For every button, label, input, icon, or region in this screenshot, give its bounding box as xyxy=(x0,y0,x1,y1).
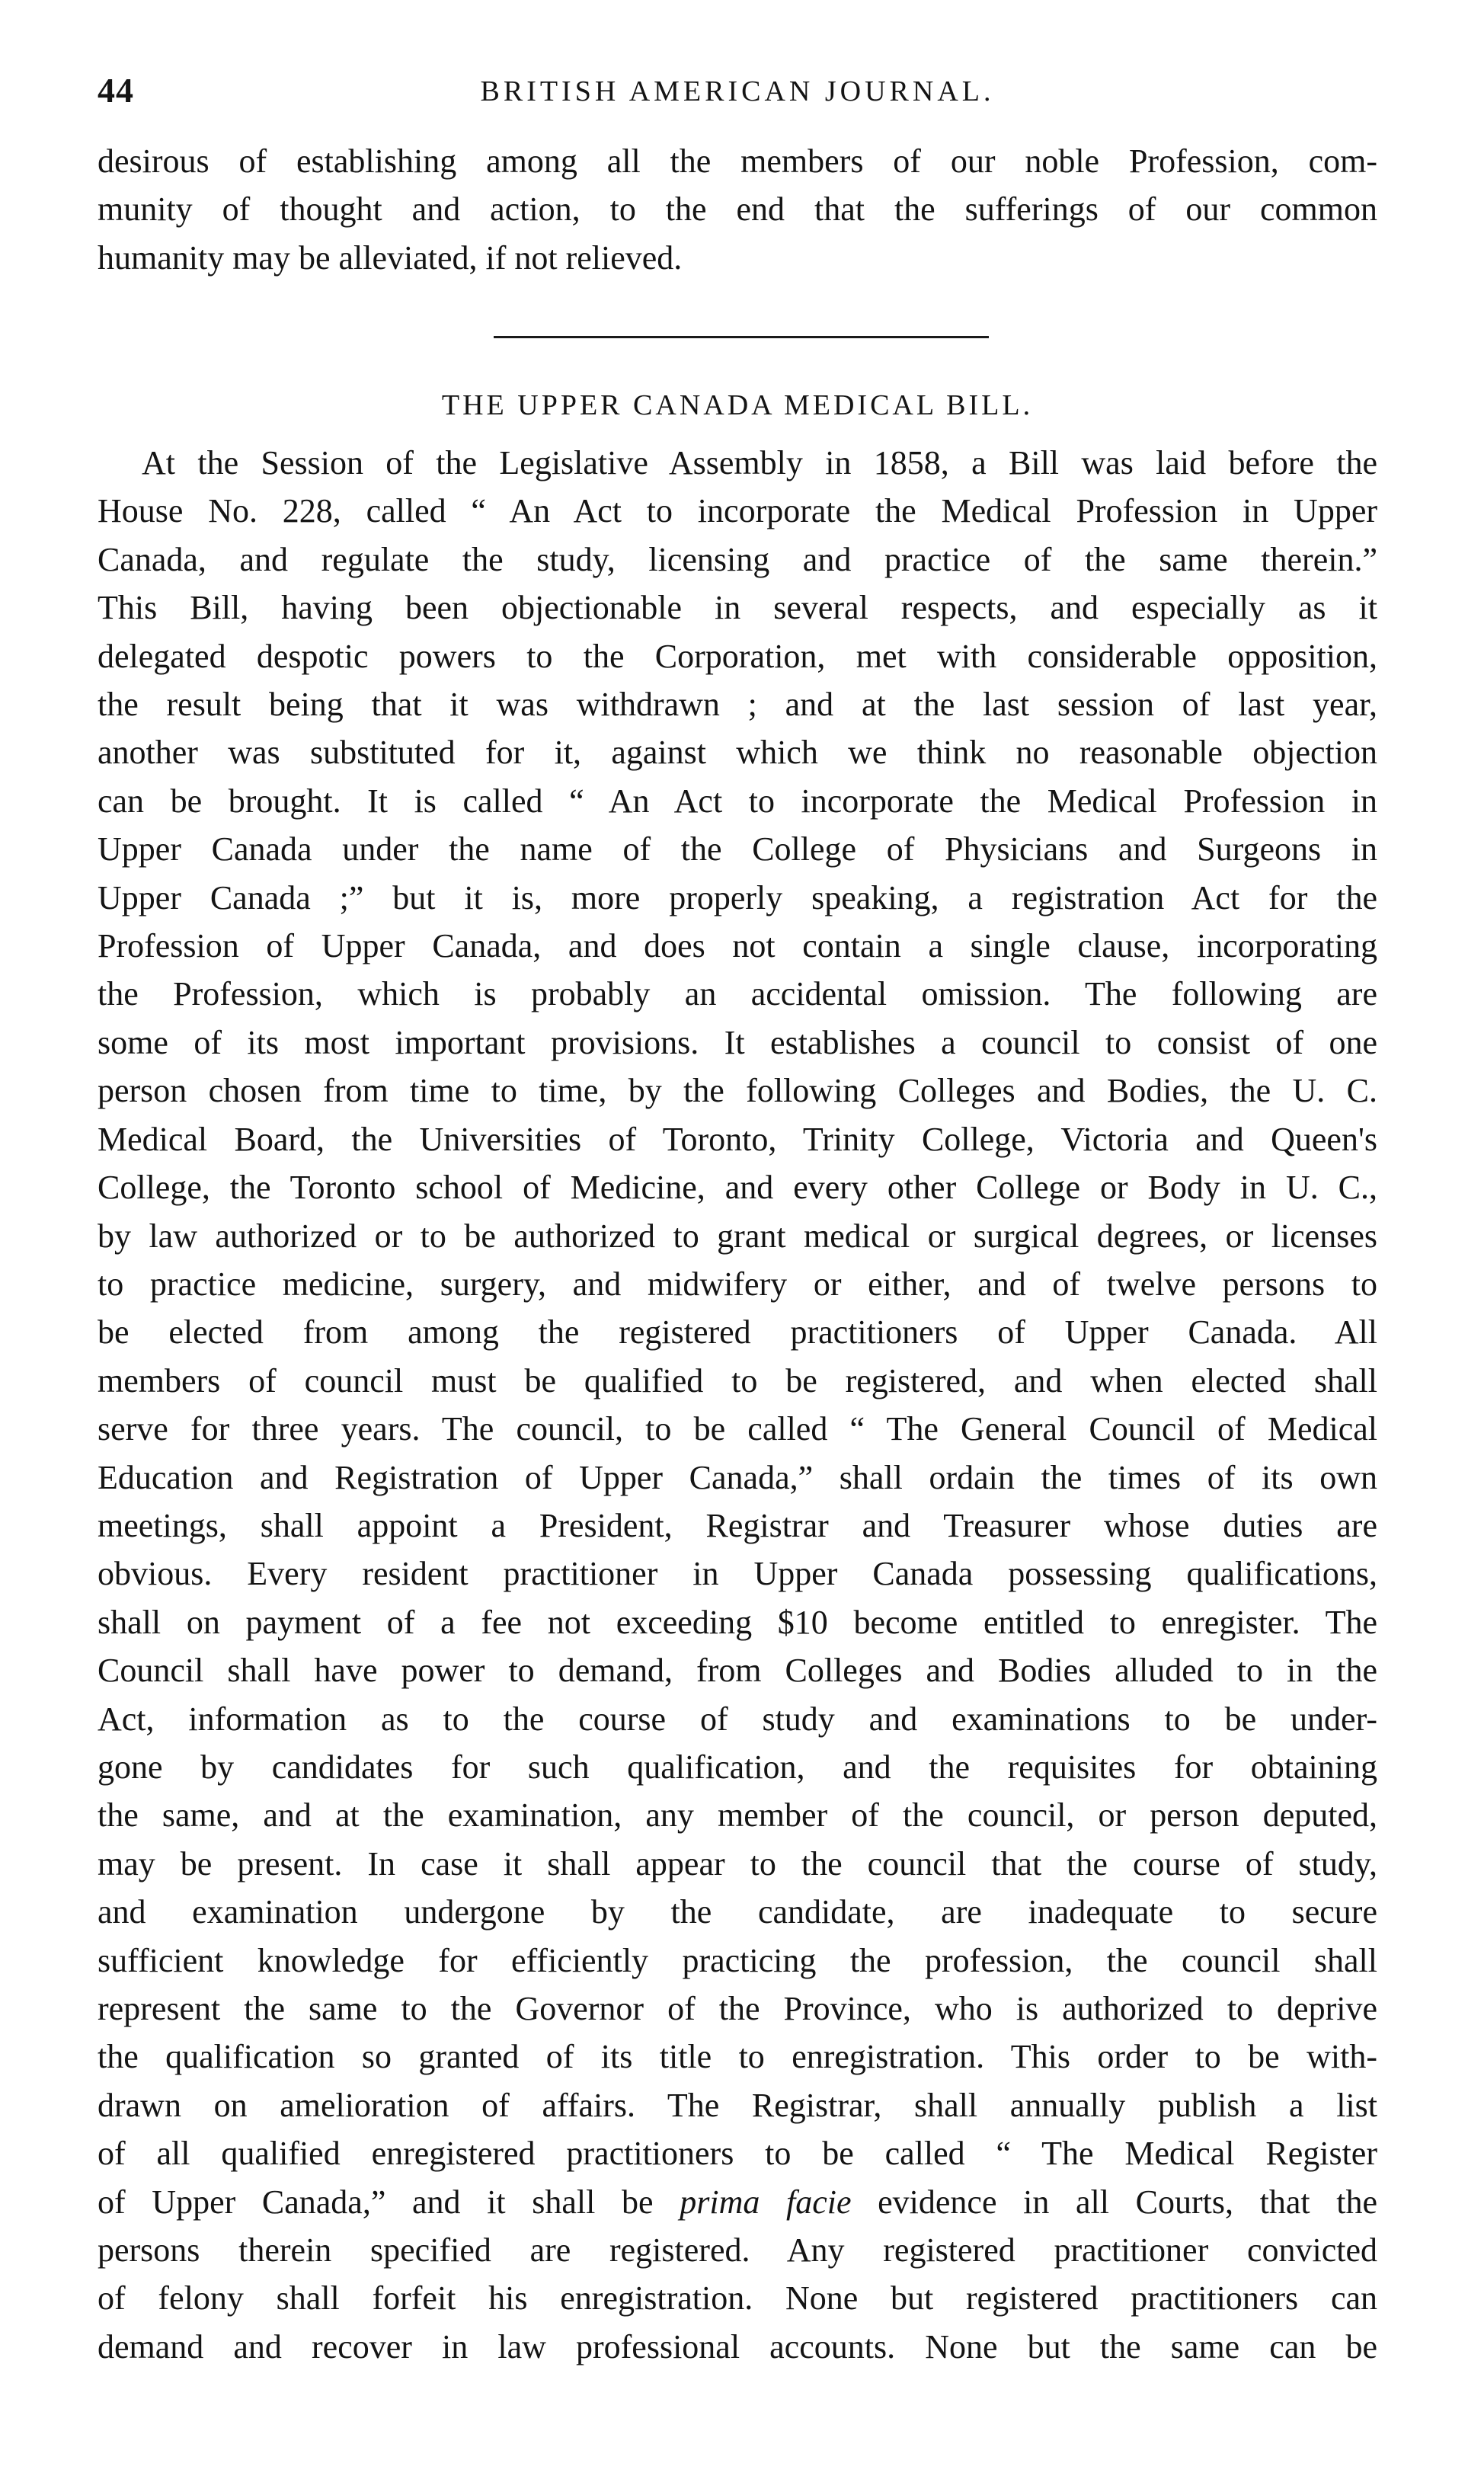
text-line: Upper Canada ;” but it is, more properly speaking, a registration Act for the xyxy=(98,878,1377,916)
text-line: obvious. Every resident practitioner in Upper Canada possessing qualifications, xyxy=(98,1555,1377,1593)
text-line: of all qualified enregistered practitioners to be called “ The Medical Register xyxy=(98,2135,1377,2173)
text-segment: of Upper Canada,” and it shall be xyxy=(98,2183,680,2221)
text-segment: evidence in all Courts, that the xyxy=(851,2183,1378,2221)
text-line: This Bill, having been objectionable in several respects, and especially as it xyxy=(98,589,1377,627)
text-line: delegated despotic powers to the Corporation, met with considerable opposition, xyxy=(98,637,1377,675)
text-line: the result being that it was withdrawn ; and at the last session of last year, xyxy=(98,686,1377,724)
running-title: BRITISH AMERICAN JOURNAL. xyxy=(480,75,995,107)
text-line: Upper Canada under the name of the College of Physicians and Surgeons in xyxy=(98,830,1377,868)
text-line: persons therein specified are registered. Any registered practitioner convicted xyxy=(98,2231,1377,2269)
text-line: Act, information as to the course of study and examinations to be under- xyxy=(98,1700,1377,1738)
text-line: Profession of Upper Canada, and does not contain a single clause, incorporating xyxy=(98,927,1377,965)
text-line: Canada, and regulate the study, licensing and practice of the same therein.” xyxy=(98,540,1377,578)
text-line: members of council must be qualified to be registered, and when elected shall xyxy=(98,1361,1377,1399)
article-body xyxy=(98,439,1377,2371)
text-line: shall on payment of a fee not exceeding $10 become entitled to enregister. The xyxy=(98,1603,1377,1641)
section-divider xyxy=(494,336,989,338)
text-line: munity of thought and action, to the end that the sufferings of our common xyxy=(98,190,1377,229)
text-line: by law authorized or to be authorized to grant medical or surgical degrees, or licenses xyxy=(98,1217,1377,1255)
intro-paragraph xyxy=(98,137,1377,282)
text-line: sufficient knowledge for efficiently practicing the profession, the council shall xyxy=(98,1941,1377,1979)
section-title: THE UPPER CANADA MEDICAL BILL. xyxy=(441,389,1034,421)
text-line: gone by candidates for such qualification, and the requisites for obtaining xyxy=(98,1748,1377,1786)
text-line: person chosen from time to time, by the following Colleges and Bodies, the U. C. xyxy=(98,1072,1377,1110)
text-line: At the Session of the Legislative Assembly in 1858, a Bill was laid before the xyxy=(142,444,1377,481)
text-line xyxy=(98,2178,1377,2226)
text-line: some of its most important provisions. It establishes a council to consist of one xyxy=(98,1023,1377,1061)
page-number: 44 xyxy=(98,71,134,110)
text-line: Medical Board, the Universities of Toronto, Trinity College, Victoria and Queen's xyxy=(98,1120,1377,1158)
text-line: serve for three years. The council, to be called “ The General Council of Medical xyxy=(98,1410,1377,1448)
page-header xyxy=(98,70,1377,116)
text-line: may be present. In case it shall appear to the council that the course of study, xyxy=(98,1844,1377,1882)
text-line: another was substituted for it, against which we think no reasonable objection xyxy=(98,734,1377,772)
text-line: the qualification so granted of its title to enregistration. This order to be with- xyxy=(98,2038,1377,2076)
text-line: desirous of establishing among all the members of our noble Profession, com- xyxy=(98,142,1377,180)
text-line: the Profession, which is probably an accidental omission. The following are xyxy=(98,975,1377,1013)
italic-phrase: prima facie xyxy=(680,2183,852,2221)
text-line: the same, and at the examination, any member of the council, or person deputed, xyxy=(98,1796,1377,1834)
text-line: of felony shall forfeit his enregistration. None but registered practitioners can xyxy=(98,2279,1377,2317)
text-line: drawn on amelioration of affairs. The Registrar, shall annually publish a list xyxy=(98,2086,1377,2124)
text-line: College, the Toronto school of Medicine, and every other College or Body in U. C., xyxy=(98,1169,1377,1207)
text-line: House No. 228, called “ An Act to incorporate the Medical Profession in Upper xyxy=(98,492,1377,530)
text-line: Education and Registration of Upper Canada,” shall ordain the times of its own xyxy=(98,1458,1377,1496)
text-line: can be brought. It is called “ An Act to incorporate the Medical Profession in xyxy=(98,782,1377,820)
text-line: humanity may be alleviated, if not relieved. xyxy=(98,238,683,277)
text-line: Council shall have power to demand, from Colleges and Bodies alluded to in the xyxy=(98,1652,1377,1690)
text-line: be elected from among the registered practitioners of Upper Canada. All xyxy=(98,1313,1377,1351)
text-line: demand and recover in law professional accounts. None but the same can be xyxy=(98,2327,1377,2365)
text-line: to practice medicine, surgery, and midwifery or either, and of twelve persons to xyxy=(98,1265,1377,1303)
text-line: and examination undergone by the candidate, are inadequate to secure xyxy=(98,1893,1377,1931)
text-line: represent the same to the Governor of the Province, who is authorized to deprive xyxy=(98,1990,1377,2027)
text-line: meetings, shall appoint a President, Registrar and Treasurer whose duties are xyxy=(98,1506,1377,1544)
